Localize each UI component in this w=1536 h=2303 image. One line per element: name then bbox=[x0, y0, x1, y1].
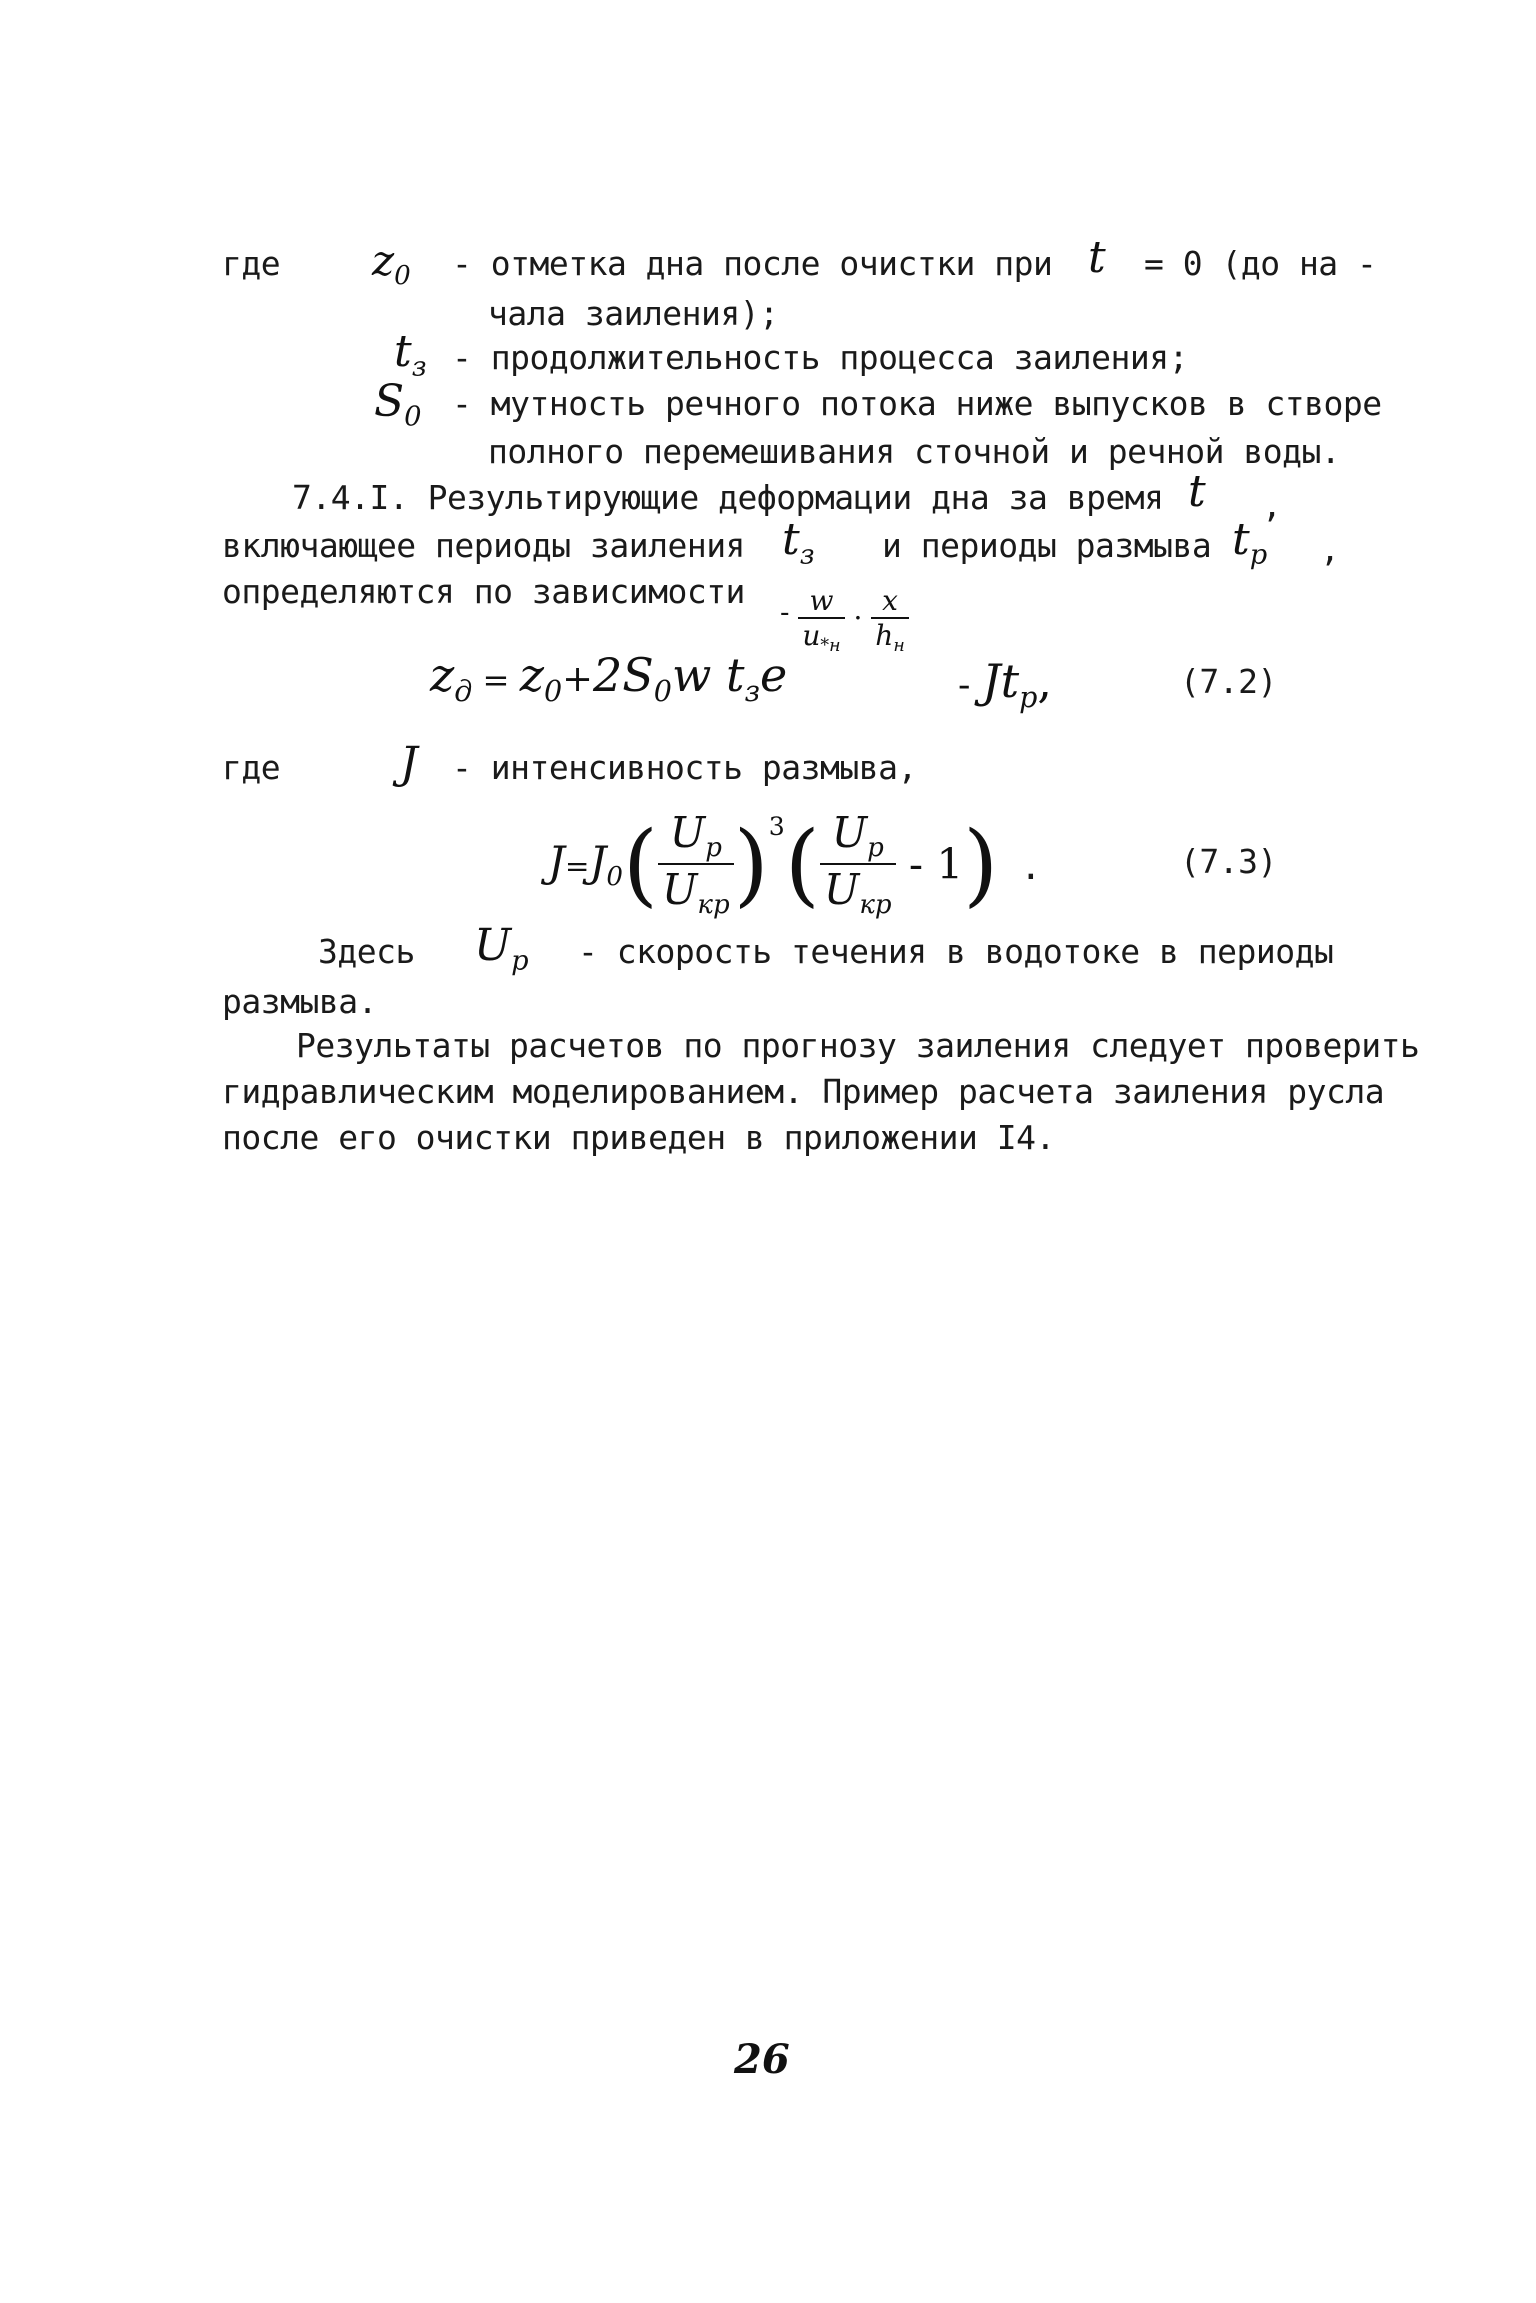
eq73-exponent: 3 bbox=[768, 811, 785, 841]
z0-description: - отметка дна после очистки при bbox=[452, 244, 1053, 283]
s0-description-cont: полного перемешивания сточной и речной воды. bbox=[488, 432, 1341, 471]
where-label: где bbox=[222, 244, 281, 283]
eq72-formula: $z_д = z_0+2S_0w$ $t_зe$ bbox=[430, 648, 788, 708]
j-description: - интенсивность размыва, bbox=[452, 748, 917, 787]
z0-description-eq: = 0 (до на - bbox=[1144, 244, 1377, 283]
t-symbol-2: t bbox=[1188, 466, 1206, 517]
eq73-dot: . bbox=[1020, 847, 1042, 888]
tp-symbol: $t_p$ bbox=[1232, 514, 1268, 571]
tz-description: - продолжительность процесса заиления; bbox=[452, 338, 1188, 377]
z0-symbol: $z_0$ bbox=[372, 236, 411, 292]
comma-1: , bbox=[1262, 486, 1282, 525]
where-label-2: где bbox=[222, 748, 281, 787]
j-symbol: J bbox=[400, 738, 418, 789]
z0-description-cont: чала заиления); bbox=[488, 294, 779, 333]
note-up-description: - скорость течения в водотоке в периоды bbox=[578, 932, 1334, 971]
note-line2: размыва. bbox=[222, 982, 377, 1021]
eq72-tail: - $Jt_p$, bbox=[958, 654, 1052, 714]
eq72-exponent: - $\frac{w}{u_{*н}}$ · $\frac{x}{h_н}$ bbox=[780, 584, 909, 656]
section-741-line2b: и периоды размыва bbox=[882, 526, 1212, 565]
tz-symbol: $t_з$ bbox=[394, 326, 427, 383]
conclusion-line2: гидравлическим моделированием. Пример расчета заиления русла bbox=[222, 1072, 1385, 1111]
note-here: Здесь bbox=[318, 932, 415, 971]
eq73-number: (7.3) bbox=[1180, 842, 1277, 881]
section-741-line1: 7.4.I. Результирующие деформации дна за время bbox=[292, 478, 1164, 517]
section-741-line3: определяются по зависимости bbox=[222, 572, 745, 611]
page-number: 26 bbox=[734, 2036, 790, 2083]
s0-symbol: $S_0$ bbox=[374, 376, 422, 433]
conclusion-line1: Результаты расчетов по прогнозу заиления следует проверить bbox=[296, 1026, 1420, 1065]
tz-symbol-2: $t_з$ bbox=[782, 514, 815, 571]
section-741-line2a: включающее периоды заиления bbox=[222, 526, 745, 565]
comma-2: , bbox=[1320, 530, 1340, 569]
up-symbol: $U_p$ bbox=[474, 920, 529, 977]
conclusion-line3: после его очистки приведен в приложении I4. bbox=[222, 1118, 1055, 1157]
eq72-number: (7.2) bbox=[1180, 662, 1277, 701]
s0-description: - мутность речного потока ниже выпусков в створе bbox=[452, 384, 1382, 423]
eq73-formula: $J=J_0$( $\frac{U_p}{U_{кр}}$ )$^3$( $\frac{U_p}{U_{кр}}$ - 1) bbox=[548, 808, 999, 921]
t-symbol: t bbox=[1088, 232, 1106, 283]
